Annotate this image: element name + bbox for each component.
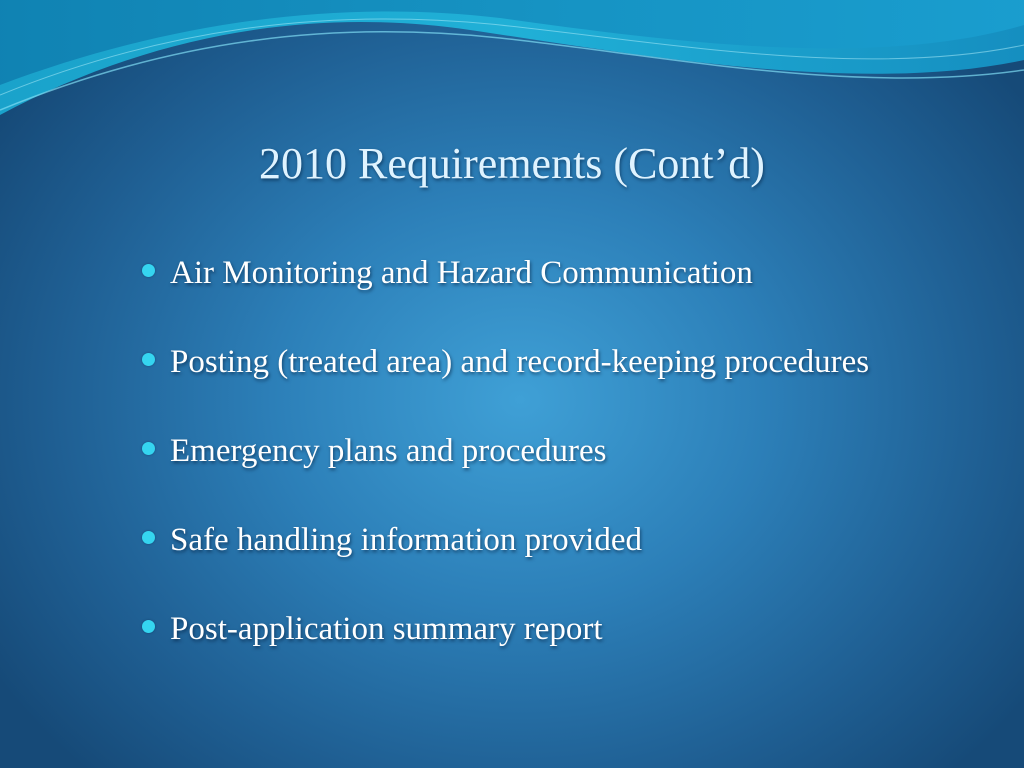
bullet-list	[140, 250, 900, 695]
bullet-dot-icon	[142, 264, 155, 277]
bullet-dot-icon	[142, 442, 155, 455]
bullet-text: Emergency plans and procedures	[170, 433, 607, 469]
bullet-item	[140, 517, 900, 563]
bullet-text: Safe handling information provided	[170, 522, 642, 558]
bullet-dot-icon	[142, 353, 155, 366]
bullet-dot-icon	[142, 620, 155, 633]
slide-title: 2010 Requirements (Cont’d)	[259, 139, 765, 188]
bullet-dot-icon	[142, 531, 155, 544]
bullet-text: Posting (treated area) and record-keeping procedures	[170, 344, 870, 380]
bullet-item	[140, 606, 900, 652]
header-wave-decoration	[0, 0, 1024, 130]
bullet-item	[140, 428, 900, 474]
bullet-item	[140, 339, 900, 385]
bullet-text: Post-application summary report	[170, 611, 603, 647]
bullet-item	[140, 250, 900, 296]
bullet-text: Air Monitoring and Hazard Communication	[170, 255, 753, 291]
